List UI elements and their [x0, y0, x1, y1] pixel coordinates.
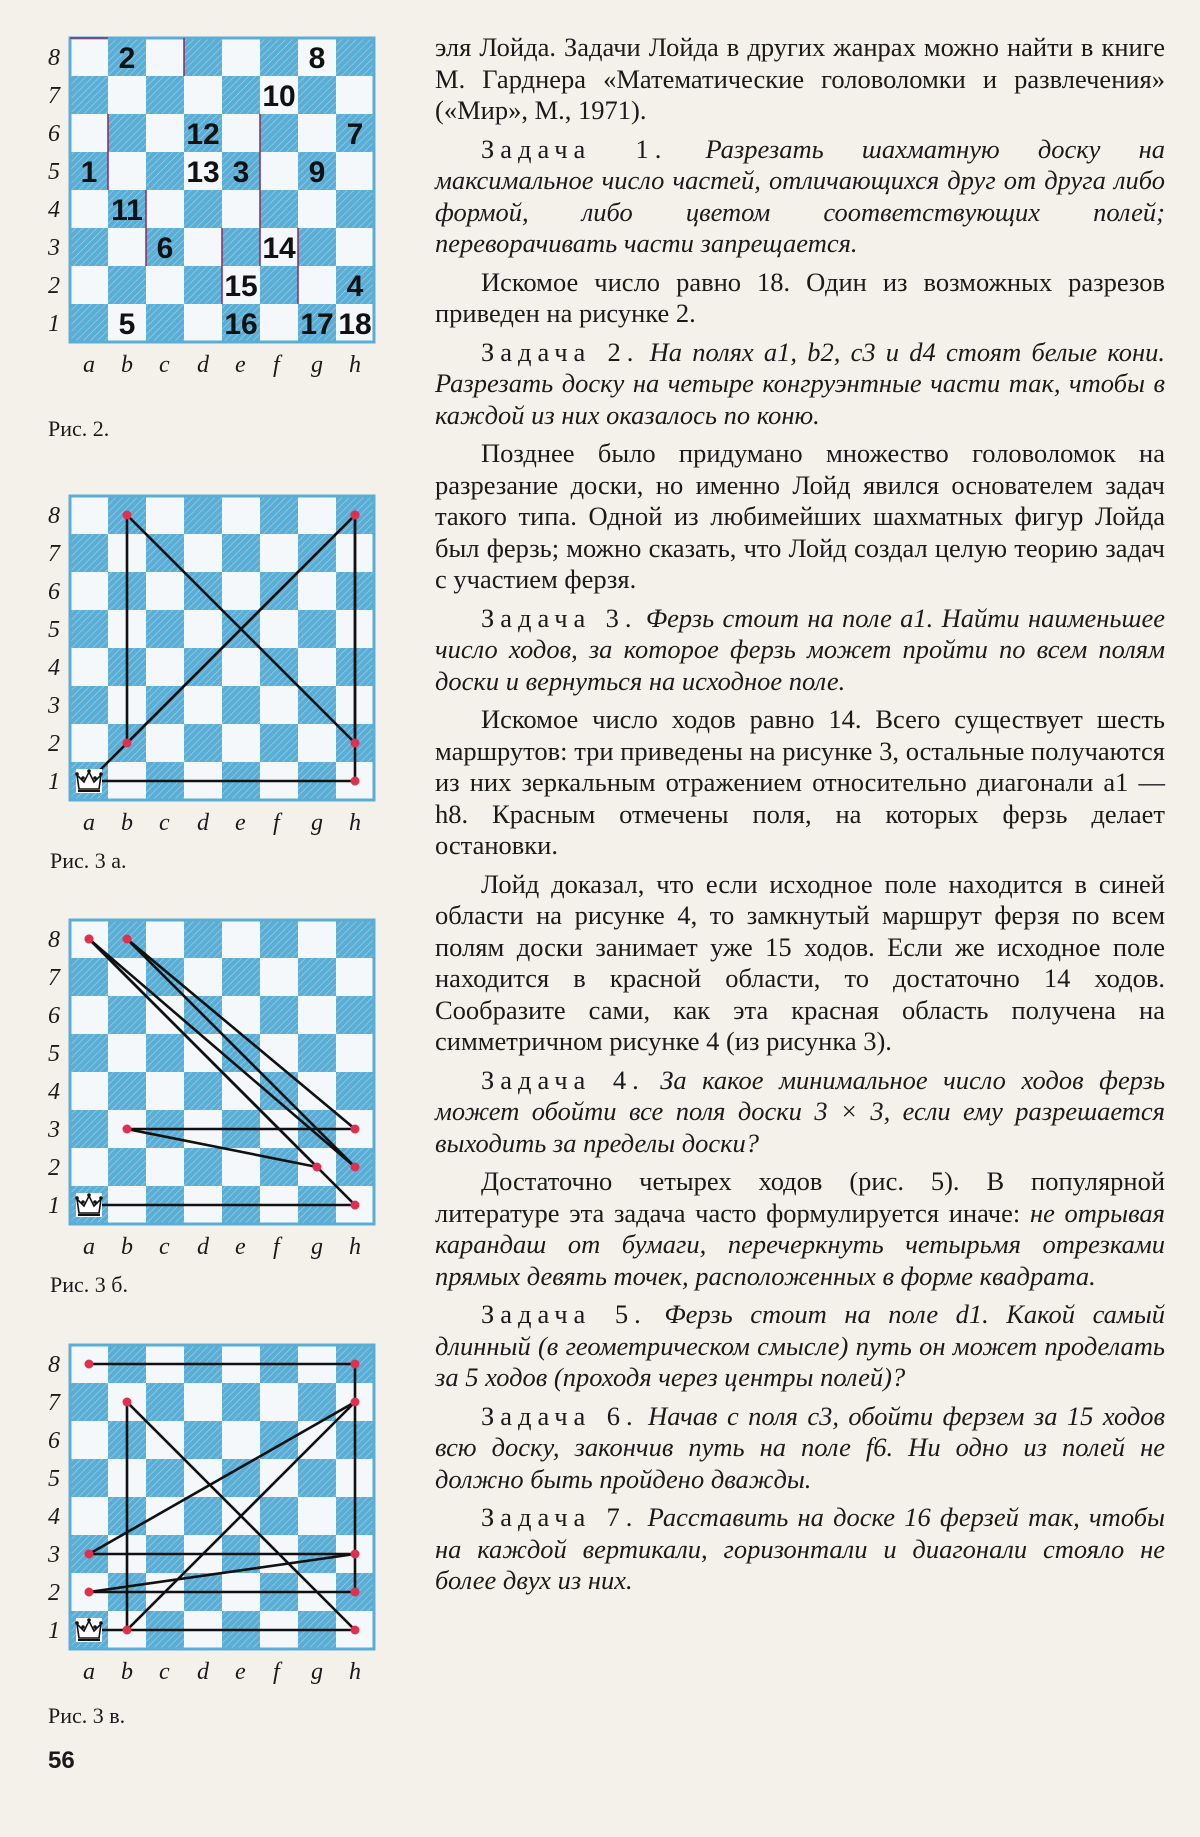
square-d4: [184, 1497, 222, 1535]
square-a4: [70, 1497, 108, 1535]
square-e6: [222, 572, 260, 610]
square-e8: [222, 38, 260, 76]
square-g4: [298, 190, 336, 228]
file-label: c: [159, 1659, 170, 1685]
square-c7: [146, 76, 184, 114]
file-label: c: [159, 1234, 170, 1260]
caption-fig2: Рис. 2.: [48, 416, 110, 441]
square-e8: [222, 920, 260, 958]
task-5: [435, 1299, 1165, 1394]
piece-number: 4: [346, 270, 364, 303]
piece-number: 7: [346, 118, 364, 151]
rank-label: 2: [48, 1580, 60, 1606]
piece-number: 10: [262, 80, 296, 113]
piece-number: 18: [338, 308, 372, 341]
stop-dot: [123, 1626, 132, 1635]
rank-label: 6: [48, 579, 60, 605]
file-label: c: [159, 810, 170, 836]
task-6-label: Задача 6.: [481, 1400, 639, 1431]
square-a5: [70, 1459, 108, 1497]
square-g8: [298, 920, 336, 958]
square-a6: [70, 114, 108, 152]
task-1-label: Задача 1.: [481, 133, 668, 164]
square-e7: [222, 1383, 260, 1421]
file-label: d: [197, 810, 209, 836]
square-h7: [336, 958, 374, 996]
square-g5: [298, 1034, 336, 1072]
square-d6: [184, 1421, 222, 1459]
square-a8: [70, 38, 108, 76]
square-d2: [184, 724, 222, 762]
stop-dot: [313, 1163, 322, 1172]
square-c5: [146, 1459, 184, 1497]
square-a1: [70, 304, 108, 342]
square-e4: [222, 648, 260, 686]
square-d7: [184, 76, 222, 114]
square-b4: [108, 1072, 146, 1110]
stop-dot: [351, 511, 360, 520]
task-4-label: Задача 4.: [481, 1064, 645, 1095]
square-d8: [184, 38, 222, 76]
answer-3: Искомое число ходов равно 14. Всего существует шесть маршрутов: три приведены на рисунке 3, остальные получаются из них зеркальным отражением относительно диагонали a1 — h8. Красным отмечены поля, на которых ферзь делает остановки.: [435, 704, 1165, 860]
file-label: b: [121, 352, 133, 378]
square-b6: [108, 996, 146, 1034]
square-b5: [108, 152, 146, 190]
rank-label: 1: [48, 1618, 60, 1644]
square-f3: [260, 686, 298, 724]
paragraph-loyd: Лойд доказал, что если исходное поле находится в синей области на рисунке 4, то замкнутый маршрут ферзя по всем полям доски занимает уже 15 ходов. Если же исходное поле находится в красной области, то достаточно 14 ходов. Сообразите сами, как эта красная область получена на симметричном рисунке 4 (из рисунка 3).: [435, 868, 1165, 1056]
square-c8: [146, 920, 184, 958]
stop-dot: [351, 777, 360, 786]
task-3-body: Ферзь стоит на поле a1. Найти наименьшее число ходов, за которое ферзь может пройти по всем полям доски и вернуться на исходное поле.: [435, 602, 1166, 696]
square-e3: [222, 228, 260, 266]
rank-label: 2: [48, 273, 60, 299]
rank-label: 6: [48, 1003, 60, 1029]
rank-label: 5: [48, 1466, 60, 1492]
task-2: [435, 337, 1165, 432]
square-c5: [146, 152, 184, 190]
page-number: 56: [48, 1747, 75, 1774]
square-a8: [70, 496, 108, 534]
square-a2: [70, 266, 108, 304]
rank-label: 1: [48, 1193, 60, 1219]
rank-label: 7: [48, 541, 60, 567]
square-e7: [222, 958, 260, 996]
file-label: f: [273, 1659, 280, 1685]
task-7: [435, 1502, 1165, 1597]
file-label: f: [273, 352, 280, 378]
stop-dot: [351, 1588, 360, 1597]
piece-number: 15: [224, 270, 258, 303]
piece-number: 12: [186, 118, 220, 151]
square-d8: [184, 496, 222, 534]
square-g4: [298, 1497, 336, 1535]
task-5-body: Ферзь стоит на поле d1. Какой самый длинный (в геометрическом смысле) путь он может проделать за 5 ходов (проходя через центры полей)?: [435, 1299, 1166, 1392]
task-3-label: Задача 3.: [481, 602, 638, 633]
square-a4: [70, 1072, 108, 1110]
file-label: h: [349, 1659, 361, 1685]
file-label: g: [311, 352, 323, 378]
square-c8: [146, 38, 184, 76]
square-c2: [146, 1148, 184, 1186]
square-f4: [260, 1497, 298, 1535]
square-c6: [146, 114, 184, 152]
rank-label: 2: [48, 731, 60, 757]
stop-dot: [123, 739, 132, 748]
task-6-body: Начав с поля c3, обойти ферзем за 15 ходов всю доску, закончив путь на поле f6. Ни одно из полей не должно быть пройдено дважды.: [435, 1400, 1166, 1494]
queen-icon: [75, 1193, 103, 1217]
task-3: [435, 603, 1165, 698]
square-b2: [108, 266, 146, 304]
stop-dot: [351, 1550, 360, 1559]
rank-label: 8: [48, 503, 60, 529]
stop-dot: [351, 1360, 360, 1369]
square-b2: [108, 1148, 146, 1186]
square-g6: [298, 114, 336, 152]
square-g8: [298, 496, 336, 534]
square-b3: [108, 228, 146, 266]
square-g4: [298, 1072, 336, 1110]
answer-1: Искомое число равно 18. Один из возможных разрезов приведен на рисунке 2.: [435, 266, 1165, 328]
square-f2: [260, 724, 298, 762]
square-d4: [184, 1072, 222, 1110]
square-f1: [260, 304, 298, 342]
rank-label: 3: [48, 1542, 60, 1568]
square-g6: [298, 572, 336, 610]
rank-label: 7: [48, 83, 60, 109]
square-c1: [146, 304, 184, 342]
square-f7: [260, 958, 298, 996]
rank-label: 3: [48, 1117, 60, 1143]
square-a3: [70, 1110, 108, 1148]
square-h4: [336, 1072, 374, 1110]
square-h4: [336, 190, 374, 228]
square-d7: [184, 534, 222, 572]
figure-3c: [40, 1337, 420, 1727]
piece-number: 9: [308, 156, 326, 189]
task-1: [435, 134, 1165, 260]
piece-number: 2: [118, 42, 136, 75]
file-label: b: [121, 1659, 133, 1685]
rank-label: 5: [48, 159, 60, 185]
board-fig3b: [40, 912, 420, 1292]
square-b6: [108, 114, 146, 152]
file-label: a: [83, 1659, 95, 1685]
stop-dot: [85, 1588, 94, 1597]
square-a2: [70, 1148, 108, 1186]
piece-number: 5: [118, 308, 136, 341]
square-f4: [260, 190, 298, 228]
square-h3: [336, 228, 374, 266]
square-f7: [260, 1383, 298, 1421]
square-e6: [222, 114, 260, 152]
figure-3a: [40, 488, 420, 878]
file-label: g: [311, 1234, 323, 1260]
figure-3b: [40, 912, 420, 1302]
piece-number: 8: [308, 42, 326, 75]
square-c5: [146, 610, 184, 648]
rank-label: 4: [48, 197, 60, 223]
rank-label: 4: [48, 1504, 60, 1530]
square-a5: [70, 610, 108, 648]
stop-dot: [351, 1398, 360, 1407]
square-g2: [298, 266, 336, 304]
square-f8: [260, 38, 298, 76]
square-d2: [184, 266, 222, 304]
square-c4: [146, 648, 184, 686]
square-e7: [222, 76, 260, 114]
rank-label: 3: [48, 235, 60, 261]
square-e3: [222, 686, 260, 724]
square-d2: [184, 1148, 222, 1186]
stop-dot: [351, 1125, 360, 1134]
square-a2: [70, 724, 108, 762]
square-c7: [146, 1383, 184, 1421]
stop-dot: [123, 935, 132, 944]
caption-fig3c: Рис. 3 в.: [48, 1703, 126, 1728]
file-label: a: [83, 352, 95, 378]
square-g6: [298, 996, 336, 1034]
square-h8: [336, 38, 374, 76]
rank-label: 1: [48, 769, 60, 795]
file-label: c: [159, 352, 170, 378]
body-text: [435, 32, 1165, 1604]
square-a6: [70, 572, 108, 610]
square-f2: [260, 1148, 298, 1186]
rank-label: 5: [48, 1041, 60, 1067]
square-a7: [70, 958, 108, 996]
rank-label: 2: [48, 1155, 60, 1181]
square-g5: [298, 1459, 336, 1497]
paragraph-intro: эля Лойда. Задачи Лойда в других жанрах можно найти в книге М. Гарднера «Математические головоломки и развлечения» («Мир», М., 1971).: [435, 32, 1165, 125]
square-e8: [222, 496, 260, 534]
square-c8: [146, 496, 184, 534]
square-d5: [184, 610, 222, 648]
rank-label: 5: [48, 617, 60, 643]
file-label: e: [235, 1234, 246, 1260]
stop-dot: [85, 935, 94, 944]
stop-dot: [85, 1550, 94, 1559]
square-a7: [70, 1383, 108, 1421]
file-label: d: [197, 1234, 209, 1260]
rank-label: 1: [48, 311, 60, 337]
square-d3: [184, 228, 222, 266]
square-e6: [222, 996, 260, 1034]
figure-2: [40, 30, 420, 450]
square-a7: [70, 76, 108, 114]
queen-icon: [75, 769, 103, 793]
square-h7: [336, 76, 374, 114]
square-g7: [298, 76, 336, 114]
stop-dot: [351, 1163, 360, 1172]
task-2-body: На полях a1, b2, c3 и d4 стоят белые кони. Разрезать доску на четыре конгруэнтные части так, чтобы в каждой из них оказалось по коню.: [435, 336, 1166, 430]
file-label: g: [311, 1659, 323, 1685]
square-a6: [70, 996, 108, 1034]
file-label: e: [235, 1659, 246, 1685]
square-e5: [222, 1459, 260, 1497]
square-h5: [336, 152, 374, 190]
file-label: a: [83, 810, 95, 836]
square-e4: [222, 190, 260, 228]
square-f5: [260, 610, 298, 648]
file-label: e: [235, 810, 246, 836]
rank-label: 7: [48, 965, 60, 991]
stop-dot: [351, 739, 360, 748]
square-f6: [260, 996, 298, 1034]
square-c6: [146, 572, 184, 610]
square-c2: [146, 266, 184, 304]
square-f7: [260, 534, 298, 572]
piece-number: 6: [156, 232, 174, 265]
piece-number: 1: [80, 156, 98, 189]
file-label: h: [349, 352, 361, 378]
square-g2: [298, 724, 336, 762]
file-label: f: [273, 1234, 280, 1260]
stop-dot: [123, 1125, 132, 1134]
rank-label: 8: [48, 45, 60, 71]
square-a7: [70, 534, 108, 572]
square-f8: [260, 920, 298, 958]
square-a5: [70, 1034, 108, 1072]
square-h6: [336, 996, 374, 1034]
square-f5: [260, 152, 298, 190]
paragraph-later: Позднее было придумано множество головоломок на разрезание доски, но именно Лойд явился основателем задач такого типа. Одной из любимейших шахматных фигур Лойда был ферзь; можно сказать, что Лойд создал целую теорию задач с участием ферзя.: [435, 438, 1165, 594]
square-h5: [336, 1034, 374, 1072]
board-fig3c: [40, 1337, 420, 1717]
square-e7: [222, 534, 260, 572]
task-1-body: Разрезать шахматную доску на максимальное число частей, отличающихся друг от друга либо формой, либо цветом соответствующих полей; переворачивать части запрещается.: [435, 133, 1165, 258]
file-label: b: [121, 1234, 133, 1260]
square-b5: [108, 1034, 146, 1072]
square-d3: [184, 686, 222, 724]
file-label: h: [349, 1234, 361, 1260]
task-4: [435, 1065, 1165, 1160]
square-d7: [184, 1383, 222, 1421]
square-b7: [108, 76, 146, 114]
square-c4: [146, 190, 184, 228]
rank-label: 4: [48, 1079, 60, 1105]
rank-label: 8: [48, 927, 60, 953]
file-label: h: [349, 810, 361, 836]
task-7-body: Расставить на доске 16 ферзей так, чтобы на каждой вертикали, горизонтали и диагонали стояло не более двух из них.: [435, 1502, 1165, 1595]
task-5-label: Задача 5.: [481, 1299, 647, 1329]
square-g7: [298, 958, 336, 996]
square-a4: [70, 648, 108, 686]
file-label: b: [121, 810, 133, 836]
rank-label: 3: [48, 693, 60, 719]
square-a3: [70, 228, 108, 266]
square-a6: [70, 1421, 108, 1459]
square-c4: [146, 1072, 184, 1110]
task-7-label: Задача 7.: [481, 1502, 639, 1532]
square-g4: [298, 648, 336, 686]
board-fig3a: [40, 488, 420, 868]
square-d8: [184, 920, 222, 958]
square-c5: [146, 1034, 184, 1072]
square-h8: [336, 920, 374, 958]
answer-4-plain: Достаточно четырех ходов (рис. 5). В популярной литературе эта задача часто формулируется иначе:: [435, 1166, 1165, 1228]
rank-label: 6: [48, 121, 60, 147]
piece-number: 17: [300, 308, 334, 341]
stop-dot: [351, 1201, 360, 1210]
piece-number: 13: [186, 156, 220, 189]
stop-dot: [351, 1626, 360, 1635]
file-label: d: [197, 1659, 209, 1685]
file-label: d: [197, 352, 209, 378]
square-g3: [298, 228, 336, 266]
rank-label: 8: [48, 1352, 60, 1378]
piece-number: 16: [224, 308, 258, 341]
square-c2: [146, 724, 184, 762]
queen-icon: [75, 1618, 103, 1642]
file-label: g: [311, 810, 323, 836]
file-label: a: [83, 1234, 95, 1260]
square-f6: [260, 114, 298, 152]
square-g5: [298, 610, 336, 648]
stop-dot: [123, 1398, 132, 1407]
file-label: f: [273, 810, 280, 836]
file-label: e: [235, 352, 246, 378]
stop-dot: [85, 1360, 94, 1369]
answer-4: [435, 1166, 1165, 1292]
task-6: [435, 1401, 1165, 1496]
rank-label: 4: [48, 655, 60, 681]
square-d4: [184, 190, 222, 228]
square-f2: [260, 266, 298, 304]
caption-fig3b: Рис. 3 б.: [50, 1272, 128, 1297]
square-a4: [70, 190, 108, 228]
square-e2: [222, 724, 260, 762]
piece-number: 3: [232, 156, 250, 189]
task-4-body: За какое минимальное число ходов ферзь может обойти все поля доски 3 × 3, если ему разрешается выходить за пределы доски?: [435, 1064, 1166, 1158]
square-d1: [184, 304, 222, 342]
answer-4-italic: не отрывая карандаш от бумаги, перечеркнуть четырьмя отрезками прямых девять точек, расположенных в форме квадрата.: [435, 1197, 1165, 1291]
task-2-label: Задача 2.: [481, 336, 640, 367]
square-e6: [222, 1421, 260, 1459]
board-fig2: [40, 30, 420, 430]
square-f8: [260, 496, 298, 534]
caption-fig3a: Рис. 3 а.: [50, 848, 127, 873]
square-a3: [70, 686, 108, 724]
rank-label: 7: [48, 1390, 60, 1416]
rank-label: 6: [48, 1428, 60, 1454]
piece-number: 14: [262, 232, 296, 265]
stop-dot: [123, 511, 132, 520]
piece-number: 11: [111, 194, 143, 227]
